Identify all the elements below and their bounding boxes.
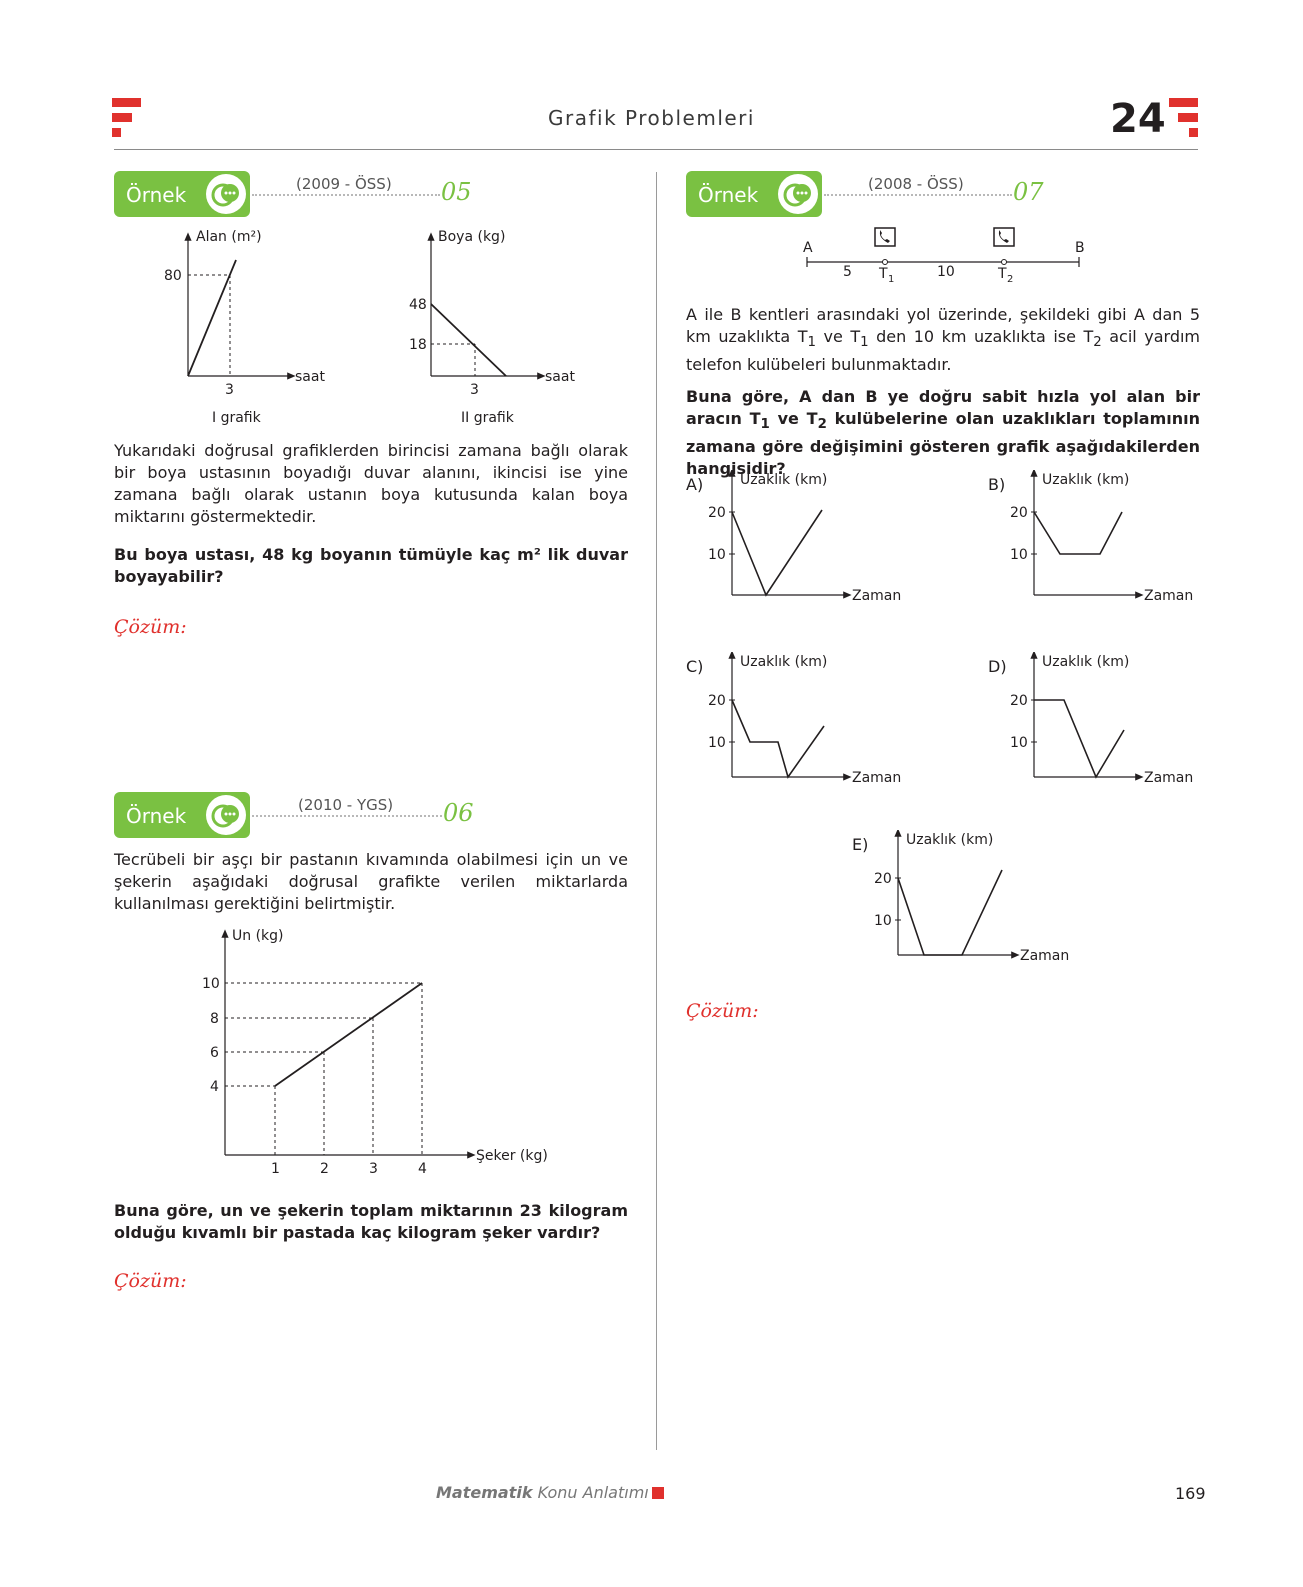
solution-label: Çözüm: bbox=[114, 616, 187, 638]
distance-label: 10 bbox=[937, 264, 955, 280]
svg-text:20: 20 bbox=[1010, 693, 1028, 709]
t2-subscript: 2 bbox=[1007, 274, 1014, 285]
ex05-question bbox=[114, 544, 628, 588]
ex05-question-text: Bu boya ustası, 48 kg boyanın tümüyle kaç m² lik duvar boyayabilir? bbox=[114, 545, 628, 586]
graph-caption: I grafik bbox=[212, 410, 261, 426]
y-tick-label: 6 bbox=[210, 1045, 219, 1061]
example-label: Örnek bbox=[126, 804, 187, 828]
ex05-paragraph: Yukarıdaki doğrusal grafiklerden birincisi zamana bağlı olarak bir boya ustasının boyadığı duvar alanını, ikincisi ise yine zamana bağlı olarak ustanın boya kutusunda kalan boya miktarını göstermektedir. bbox=[114, 441, 628, 526]
option-line bbox=[732, 700, 824, 777]
graph-ii-boya bbox=[396, 228, 596, 428]
x-axis-label: Zaman bbox=[1144, 588, 1194, 604]
x-tick-label: 3 bbox=[225, 382, 234, 398]
example-label: Örnek bbox=[698, 183, 759, 207]
t2-label: T bbox=[998, 266, 1007, 282]
option-letter: E) bbox=[852, 835, 869, 854]
column-divider bbox=[656, 172, 657, 1450]
line-un-seker bbox=[275, 983, 422, 1086]
x-tick-label: 3 bbox=[369, 1161, 378, 1175]
svg-text:10: 10 bbox=[1010, 547, 1028, 563]
y-axis-label: Alan (m²) bbox=[196, 229, 262, 245]
option-c-graph[interactable] bbox=[686, 652, 926, 792]
chat-bubbles-icon bbox=[206, 795, 246, 835]
option-letter: A) bbox=[686, 475, 704, 494]
y-axis-label: Uzaklık (km) bbox=[906, 832, 994, 848]
example-label: Örnek bbox=[126, 183, 187, 207]
page-number: 169 bbox=[1175, 1484, 1206, 1503]
t1-label: T bbox=[879, 266, 888, 282]
option-letter: B) bbox=[988, 475, 1006, 494]
svg-text:20: 20 bbox=[708, 693, 726, 709]
dotted-leader bbox=[252, 815, 442, 817]
point-b-label: B bbox=[1075, 240, 1085, 256]
y-tick-label: 18 bbox=[409, 337, 427, 353]
example-badge-06 bbox=[114, 792, 250, 838]
y-axis-label: Uzaklık (km) bbox=[1042, 654, 1130, 670]
chat-bubbles-icon bbox=[206, 174, 246, 214]
y-tick-label: 4 bbox=[210, 1079, 219, 1095]
y-tick-label: 8 bbox=[210, 1011, 219, 1027]
line-alan bbox=[188, 260, 236, 376]
x-axis-label: Şeker (kg) bbox=[476, 1148, 548, 1164]
x-tick-label: 1 bbox=[271, 1161, 280, 1175]
example-badge-05 bbox=[114, 171, 250, 217]
y-axis-label: Uzaklık (km) bbox=[740, 654, 828, 670]
phone-icon bbox=[875, 228, 895, 246]
option-line bbox=[898, 870, 1002, 955]
line-boya bbox=[431, 304, 506, 376]
graph-caption: II grafik bbox=[461, 410, 514, 426]
x-axis-label: saat bbox=[545, 369, 575, 385]
chat-bubbles-icon bbox=[778, 174, 818, 214]
source-label: (2008 - ÖSS) bbox=[868, 175, 964, 193]
y-tick-label: 48 bbox=[409, 297, 427, 313]
ex07-paragraph: A ile B kentleri arasındaki yol üzerinde, şekildeki gibi A dan 5 km uzaklıkta $T_1$ ve $T_1$ den 10 km uzaklıkta ise $T_2$ acil yardım telefon kulübeleri bulunmaktadır. bbox=[686, 305, 1201, 375]
question-number: 05 bbox=[441, 178, 472, 206]
example-badge-07 bbox=[686, 171, 822, 217]
ex06-question: Buna göre, un ve şekerin toplam miktarının 23 kilogram olduğu kıvamlı bir pastada kaç kilogram şeker vardır? bbox=[114, 1201, 628, 1242]
ex06-paragraph: Tecrübeli bir aşçı bir pastanın kıvamında olabilmesi için un ve şekerin aşağıdaki doğrusal grafikte verilen miktarlarda kullanılması gerektiğini belirtmiştir. bbox=[114, 850, 628, 913]
footer-subject: Matematik bbox=[436, 1483, 533, 1502]
footer-book-title bbox=[436, 1483, 649, 1502]
option-e-graph[interactable] bbox=[852, 830, 1092, 970]
svg-text:10: 10 bbox=[708, 735, 726, 751]
source-label: (2010 - YGS) bbox=[298, 796, 394, 814]
x-axis-label: Zaman bbox=[852, 770, 902, 786]
option-line bbox=[1034, 700, 1124, 777]
option-letter: D) bbox=[988, 657, 1007, 676]
y-axis-label: Uzaklık (km) bbox=[740, 472, 828, 488]
graph-un-seker bbox=[190, 925, 550, 1175]
option-a-graph[interactable] bbox=[686, 470, 926, 610]
phone-icon bbox=[994, 228, 1014, 246]
svg-text:10: 10 bbox=[1010, 735, 1028, 751]
source-label: (2009 - ÖSS) bbox=[296, 175, 392, 193]
svg-text:20: 20 bbox=[1010, 505, 1028, 521]
option-b-graph[interactable] bbox=[988, 470, 1228, 610]
question-number: 07 bbox=[1013, 178, 1044, 206]
x-axis-label: saat bbox=[295, 369, 325, 385]
footer-square bbox=[652, 1487, 664, 1499]
x-tick-label: 2 bbox=[320, 1161, 329, 1175]
x-axis-label: Zaman bbox=[852, 588, 902, 604]
x-tick-label: 3 bbox=[470, 382, 479, 398]
chapter-number: 24 bbox=[1110, 96, 1166, 142]
option-line bbox=[732, 510, 822, 595]
point-a-label: A bbox=[803, 240, 813, 256]
question-number: 06 bbox=[443, 799, 474, 827]
svg-text:20: 20 bbox=[874, 871, 892, 887]
t1-subscript: 1 bbox=[888, 274, 895, 285]
option-line bbox=[1034, 512, 1122, 554]
x-tick-label: 4 bbox=[418, 1161, 427, 1175]
option-letter: C) bbox=[686, 657, 704, 676]
ex07-question: Buna göre, A dan B ye doğru sabit hızla yol alan bir aracın $T_1$ ve $T_2$ kulübelerine olan uzaklıkları toplamının zamana göre değişimini gösteren grafik aşağıdakilerden hangisidir? bbox=[686, 387, 1201, 479]
dotted-leader bbox=[252, 194, 440, 196]
x-axis-label: Zaman bbox=[1144, 770, 1194, 786]
page-title: Grafik Problemleri bbox=[548, 106, 755, 130]
dotted-leader bbox=[824, 194, 1012, 196]
y-axis-label: Un (kg) bbox=[232, 928, 284, 944]
distance-label: 5 bbox=[843, 264, 852, 280]
y-axis-label: Boya (kg) bbox=[438, 229, 506, 245]
svg-text:20: 20 bbox=[708, 505, 726, 521]
x-axis-label: Zaman bbox=[1020, 948, 1070, 964]
svg-text:10: 10 bbox=[708, 547, 726, 563]
solution-label: Çözüm: bbox=[114, 1270, 187, 1292]
footer-book: Konu Anlatımı bbox=[537, 1483, 649, 1502]
y-tick-label: 80 bbox=[164, 268, 182, 284]
graph-i-alan bbox=[150, 228, 350, 428]
brand-logo-right bbox=[1169, 98, 1199, 138]
option-d-graph[interactable] bbox=[988, 652, 1228, 792]
y-tick-label: 10 bbox=[202, 976, 220, 992]
road-diagram bbox=[795, 224, 1095, 288]
y-axis-label: Uzaklık (km) bbox=[1042, 472, 1130, 488]
solution-label: Çözüm: bbox=[686, 1000, 759, 1022]
header-rule bbox=[114, 149, 1198, 150]
svg-text:10: 10 bbox=[874, 913, 892, 929]
